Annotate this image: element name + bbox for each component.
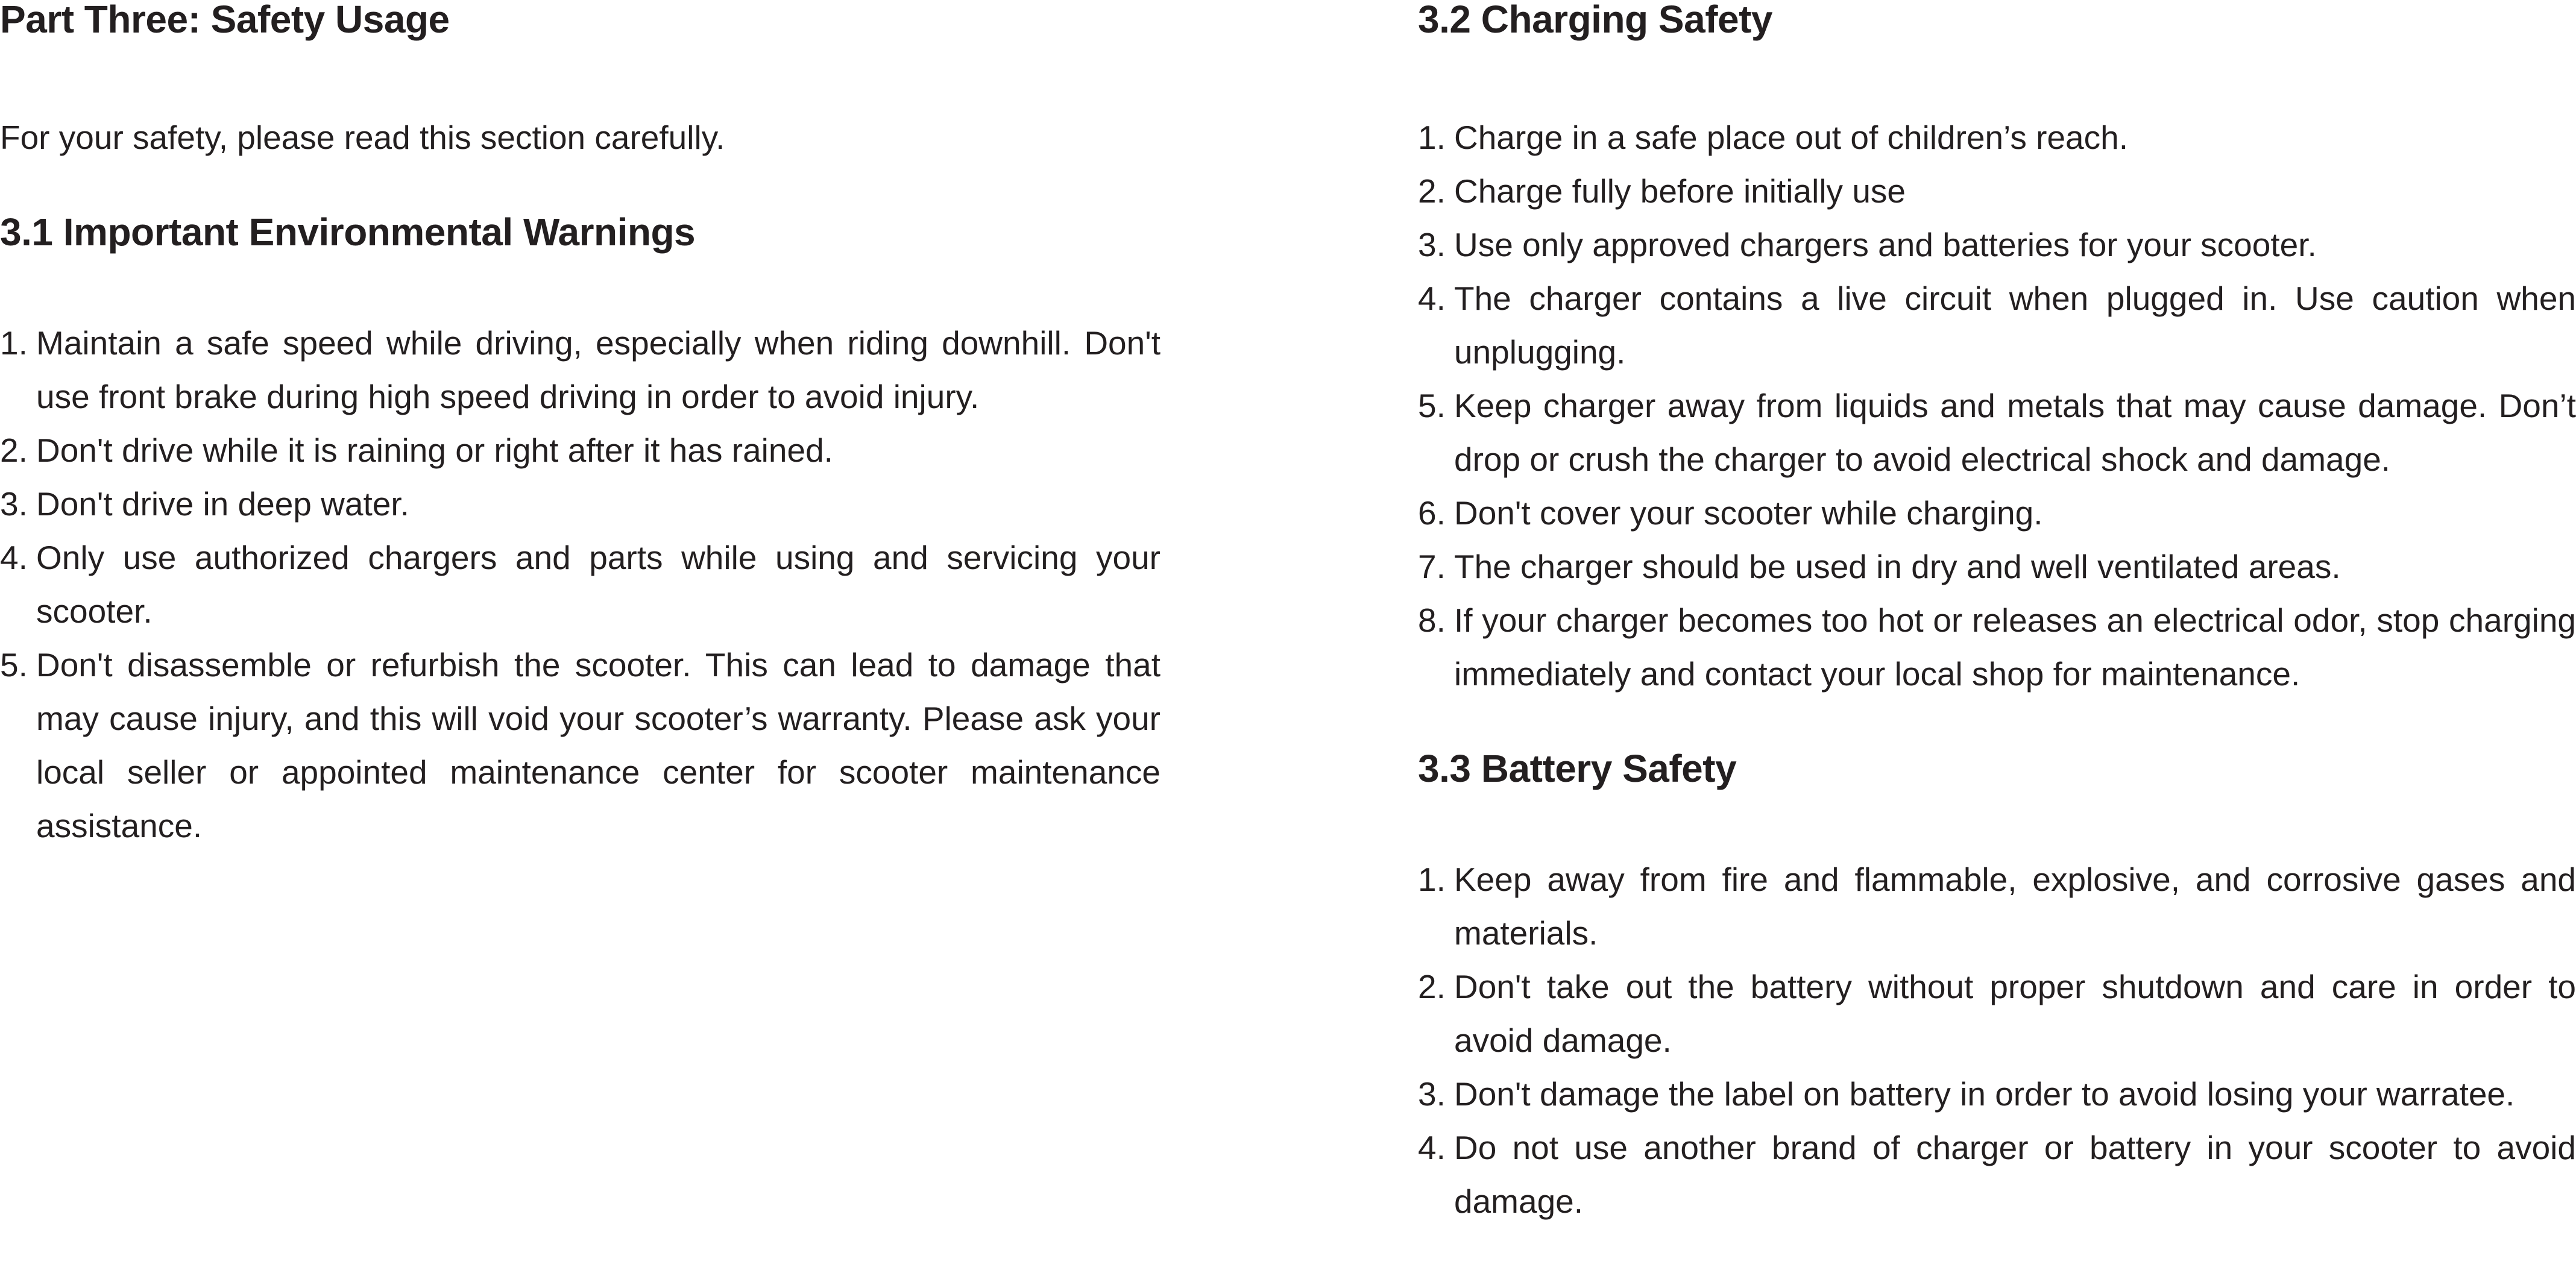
list-item xyxy=(1418,272,2576,379)
list-item xyxy=(0,477,1160,531)
list-item-text: If your charger becomes too hot or releases an electrical odor, stop charging immediately and contact your local shop for maintenance. xyxy=(1454,602,2576,693)
list-item-text: Don't damage the label on battery in order to avoid losing your warratee. xyxy=(1454,1075,2515,1113)
list-item-number: 3. xyxy=(1418,226,1446,263)
list-item-number: 2. xyxy=(1418,968,1446,1005)
list-item-number: 2. xyxy=(0,432,28,469)
list-item-number: 6. xyxy=(1418,494,1446,532)
list-item xyxy=(1418,594,2576,701)
list-item-number: 5. xyxy=(0,646,28,684)
list-item-text: The charger should be used in dry and well ventilated areas. xyxy=(1454,548,2341,585)
list-item-text: Do not use another brand of charger or battery in your scooter to avoid damage. xyxy=(1454,1129,2576,1220)
list-item-text: Don't cover your scooter while charging. xyxy=(1454,494,2043,532)
list-item-number: 4. xyxy=(1418,280,1446,317)
list-item-text: Use only approved chargers and batteries for your scooter. xyxy=(1454,226,2317,263)
section-title-battery-safety: 3.3 Battery Safety xyxy=(1418,747,1737,790)
list-item-number: 2. xyxy=(1418,172,1446,210)
charging-safety-list xyxy=(1418,111,2576,701)
list-item xyxy=(1418,379,2576,486)
list-item xyxy=(1418,111,2576,165)
list-item-number: 4. xyxy=(0,539,28,576)
list-item xyxy=(0,638,1160,853)
list-item-number: 1. xyxy=(0,324,28,362)
list-item xyxy=(1418,1121,2576,1228)
list-item xyxy=(1418,486,2576,540)
section-title-environmental-warnings: 3.1 Important Environmental Warnings xyxy=(0,210,696,254)
list-item-text: Don't disassemble or refurbish the scooter. This can lead to damage that may cause injury, and this will void your scooter’s warranty. Please ask your local seller or appointed maintenance center for scooter maintenance assistance. xyxy=(36,646,1160,844)
list-item xyxy=(1418,1067,2576,1121)
list-item xyxy=(1418,540,2576,594)
list-item xyxy=(1418,218,2576,272)
list-item-text: Only use authorized chargers and parts while using and servicing your scooter. xyxy=(36,539,1160,630)
list-item-text: Don't drive while it is raining or right after it has rained. xyxy=(36,432,833,469)
list-item-text: Keep away from fire and flammable, explosive, and corrosive gases and materials. xyxy=(1454,861,2576,952)
list-item-number: 1. xyxy=(1418,119,1446,156)
battery-safety-list xyxy=(1418,853,2576,1228)
list-item-text: Keep charger away from liquids and metals that may cause damage. Don’t drop or crush the charger to avoid electrical shock and damage. xyxy=(1454,387,2576,478)
list-item-number: 4. xyxy=(1418,1129,1446,1166)
list-item-number: 1. xyxy=(1418,861,1446,898)
intro-text: For your safety, please read this section carefully. xyxy=(0,119,725,156)
list-item xyxy=(1418,960,2576,1067)
list-item xyxy=(0,316,1160,424)
list-item-number: 8. xyxy=(1418,602,1446,639)
list-item xyxy=(1418,165,2576,218)
left-column xyxy=(0,0,1160,853)
list-item-text: The charger contains a live circuit when plugged in. Use caution when unplugging. xyxy=(1454,280,2576,371)
list-item-text: Maintain a safe speed while driving, especially when riding downhill. Don't use front brake during high speed driving in order to avoid injury. xyxy=(36,324,1160,415)
list-item-number: 5. xyxy=(1418,387,1446,424)
environmental-warnings-list xyxy=(0,316,1160,853)
list-item-number: 3. xyxy=(1418,1075,1446,1113)
part-title: Part Three: Safety Usage xyxy=(0,0,450,41)
list-item-text: Don't drive in deep water. xyxy=(36,485,409,523)
list-item-text: Don't take out the battery without proper shutdown and care in order to avoid damage. xyxy=(1454,968,2576,1059)
list-item xyxy=(1418,853,2576,960)
right-column xyxy=(1418,0,2576,1228)
list-item-text: Charge fully before initially use xyxy=(1454,172,1906,210)
list-item-number: 3. xyxy=(0,485,28,523)
list-item xyxy=(0,424,1160,477)
list-item-number: 7. xyxy=(1418,548,1446,585)
list-item xyxy=(0,531,1160,638)
section-title-charging-safety: 3.2 Charging Safety xyxy=(1418,0,1772,41)
list-item-text: Charge in a safe place out of children’s reach. xyxy=(1454,119,2128,156)
